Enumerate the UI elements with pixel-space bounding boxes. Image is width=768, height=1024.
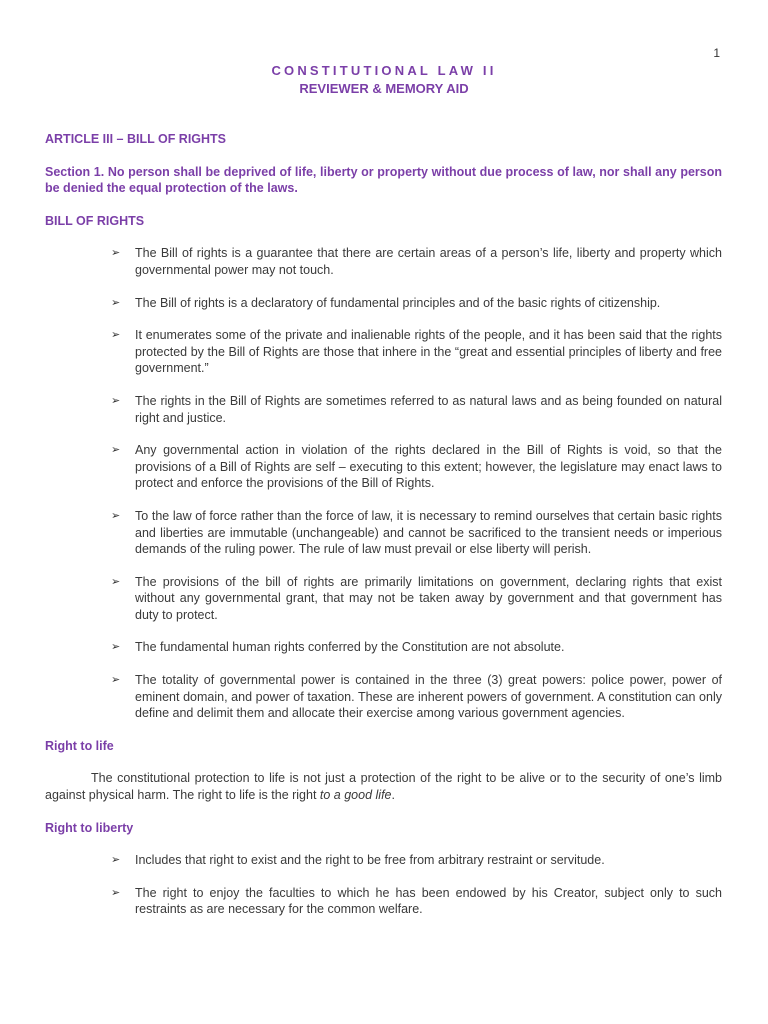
bill-of-rights-heading: BILL OF RIGHTS bbox=[45, 213, 145, 228]
arrow-bullet-icon: ➢ bbox=[111, 674, 121, 687]
arrow-bullet-icon: ➢ bbox=[111, 247, 121, 260]
list-item: ➢ Includes that right to exist and the right to be free from arbitrary restraint or servitude. bbox=[111, 853, 605, 868]
list-item: ➢ The provisions of the bill of rights are primarily limitations on government, declaring rights that exist without any governmental grant, that may not be taken away by government and that government has duty to protect. bbox=[111, 574, 722, 622]
list-item: ➢ The totality of governmental power is contained in the three (3) great powers: police power, power of eminent domain, and power of taxation. These are inherent powers of government. A constitution can only define and delimit them and allocate their exercise among various government agencies. bbox=[111, 673, 722, 721]
bill-of-rights-list bbox=[45, 245, 722, 721]
arrow-bullet-icon: ➢ bbox=[111, 444, 121, 457]
arrow-bullet-icon: ➢ bbox=[111, 329, 121, 342]
arrow-bullet-icon: ➢ bbox=[111, 509, 121, 522]
right-to-liberty-heading: Right to liberty bbox=[45, 820, 134, 835]
list-item: ➢ The Bill of rights is a guarantee that there are certain areas of a person’s life, liberty and property which governmental power may not touch. bbox=[111, 246, 722, 277]
arrow-bullet-icon: ➢ bbox=[111, 886, 121, 899]
list-item: ➢ Any governmental action in violation of the rights declared in the Bill of Rights is void, so that the provisions of a Bill of Rights are self – executing to this extent; however, the legislature may enact laws to protect and enforce the provisions of the Bill of Rights. bbox=[111, 443, 722, 491]
page-number: 1 bbox=[713, 46, 720, 60]
list-item: ➢ The rights in the Bill of Rights are sometimes referred to as natural laws and as being founded on natural right and justice. bbox=[111, 393, 722, 425]
arrow-bullet-icon: ➢ bbox=[111, 854, 121, 867]
document-body bbox=[45, 131, 722, 918]
list-item: ➢ The right to enjoy the faculties to which he has been endowed by his Creator, subject only to such restraints as are necessary for the common welfare. bbox=[111, 885, 722, 917]
right-to-life-emphasis: to a good life bbox=[319, 788, 392, 803]
arrow-bullet-icon: ➢ bbox=[111, 296, 121, 309]
right-to-liberty-list bbox=[45, 852, 722, 918]
list-item: ➢ To the law of force rather than the force of law, it is necessary to remind ourselves that certain basic rights and liberties are immutable (unchangeable) and cannot be sacrificed to the transient needs or imperious demands of the ruling power. The rule of law must prevail or else liberty will perish. bbox=[111, 508, 722, 557]
right-to-life-heading: Right to life bbox=[45, 738, 114, 753]
list-item: ➢ It enumerates some of the private and inalienable rights of the people, and it has been said that the rights protected by the Bill of Rights are those that inhere in the “great and essential principles of liberty and free government.” bbox=[111, 328, 722, 376]
right-to-life-paragraph: The constitutional protection to life is not just a protection of the right to be alive or to the security of one’s limb against physical harm. The right to life is the right to a good life. bbox=[45, 771, 722, 803]
arrow-bullet-icon: ➢ bbox=[111, 394, 121, 407]
arrow-bullet-icon: ➢ bbox=[111, 575, 121, 588]
section-1-text: Section 1. No person shall be deprived of life, liberty or property without due process of law, nor shall any person be denied the equal protection of the laws. bbox=[45, 164, 722, 196]
title-block bbox=[0, 63, 768, 97]
arrow-bullet-icon: ➢ bbox=[111, 641, 121, 654]
document-subtitle: REVIEWER & MEMORY AID bbox=[299, 81, 469, 96]
list-item: ➢ The Bill of rights is a declaratory of fundamental principles and of the basic rights of citizenship. bbox=[111, 295, 661, 310]
document-title: CONSTITUTIONAL LAW II bbox=[271, 63, 497, 78]
article-heading: ARTICLE III – BILL OF RIGHTS bbox=[45, 132, 227, 146]
list-item: ➢ The fundamental human rights conferred by the Constitution are not absolute. bbox=[111, 640, 565, 655]
